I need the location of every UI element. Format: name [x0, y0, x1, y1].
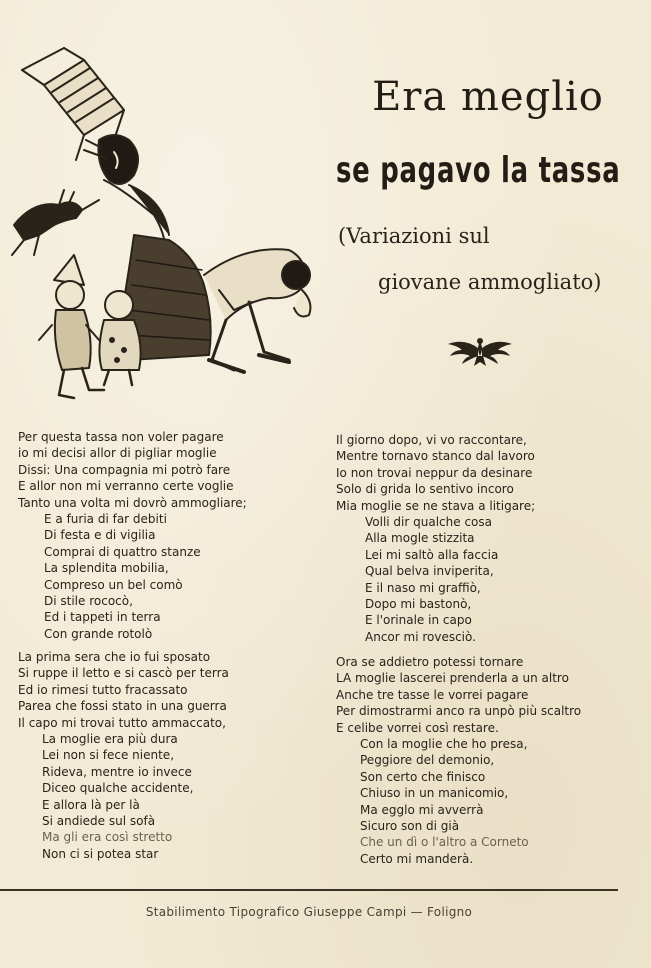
verse-line: Che un dì o l'altro a Corneto	[360, 835, 529, 850]
verse-line: Certo mi manderà.	[360, 851, 474, 866]
verse-line: Mentre tornavo stanco dal lavoro	[336, 449, 535, 464]
verse-line: Ancor mi rovesciò.	[365, 629, 476, 644]
verse-line: Chiuso in un manicomio,	[360, 786, 509, 801]
verse-line: La prima sera che io fui sposato	[18, 650, 211, 664]
eagle-ornament-icon	[444, 334, 516, 370]
verse-line: Qual belva inviperita,	[365, 564, 494, 579]
verse-line: Il giorno dopo, vi vo raccontare,	[336, 433, 527, 447]
printer-credit: Stabilimento Tipografico Giuseppe Campi — Foligno	[145, 905, 473, 919]
verse-line: Si andiede sul sofà	[42, 814, 156, 829]
verse-line: Per dimostrarmi anco ra unpò più scaltro	[336, 704, 582, 719]
verse-line: La splendita mobilia,	[44, 561, 169, 576]
verse-line: Dissi: Una compagnia mi potrò fare	[18, 462, 231, 477]
left-stanza-1-and-2	[18, 429, 247, 642]
verse-line: Ed io rimesi tutto fracassato	[18, 682, 188, 697]
verse-line: Di festa e di vigilia	[44, 528, 156, 543]
verse-line: Tanto una volta mi dovrò ammogliare;	[18, 495, 247, 510]
child-figure-left	[39, 255, 104, 398]
cat-icon	[12, 190, 99, 255]
verse-line: Lei mi saltò alla faccia	[365, 547, 499, 562]
verse-line: La moglie era più dura	[42, 732, 178, 747]
verse-line: Ora se addietro potessi tornare	[336, 655, 524, 669]
verse-line: E allor non mi verranno certe voglie	[18, 479, 234, 494]
verse-line: Non ci si potea star	[42, 846, 159, 861]
verse-line: E celibe vorrei così restare.	[336, 720, 499, 735]
verse-line: Mia moglie se ne stava a litigare;	[336, 498, 536, 513]
verse-line: Peggiore del demonio,	[360, 753, 495, 768]
title-era-meglio: Era meglio	[372, 74, 604, 120]
verse-line: Si ruppe il letto e si cascò per terra	[18, 666, 229, 681]
right-stanza-1-and-2	[336, 432, 535, 645]
verse-line: Di stile rococò,	[44, 594, 133, 609]
verse-line: Compreso un bel comò	[44, 577, 183, 592]
verse-line: E allora là per là	[42, 797, 140, 812]
verse-line: io mi decisi allor di pigliar moglie	[18, 446, 217, 461]
verse-line: Con grande rotolò	[44, 626, 153, 641]
verse-line: LA moglie lascerei prenderla a un altro	[336, 671, 569, 686]
subtitle-line-1: (Variazioni sul	[338, 224, 490, 248]
verse-line: Per questa tassa non voler pagare	[18, 430, 224, 444]
verse-line: Io non trovai neppur da desinare	[336, 465, 533, 480]
verse-line: Con la moglie che ho presa,	[360, 737, 528, 752]
verse-line: Alla mogle stizzita	[365, 531, 475, 546]
verse-line: Son certo che finisco	[360, 769, 486, 784]
verse-line: Lei non si fece niente,	[42, 748, 175, 763]
verse-line: Ma gli era così stretto	[42, 830, 173, 845]
subtitle-line-2: giovane ammogliato)	[378, 270, 602, 294]
verse-line: Sicuro son di già	[360, 819, 460, 834]
verse-line: Ma egglo mi avverrà	[360, 802, 484, 817]
verse-line: Comprai di quattro stanze	[44, 544, 201, 559]
verse-line: E il naso mi graffiò,	[365, 580, 481, 595]
verse-line: Rideva, mentre io invece	[42, 764, 192, 779]
title-se-pagavo-la-tassa: se pagavo la tassa	[336, 150, 621, 191]
family-quarrel-illustration	[4, 40, 334, 400]
verse-line: Volli dir qualche cosa	[365, 515, 492, 530]
verse-line: E l'orinale in capo	[365, 613, 472, 628]
verse-line: Anche tre tasse le vorrei pagare	[336, 687, 529, 702]
verse-line: Solo di grida lo sentivo incoro	[336, 482, 514, 497]
verse-line: Diceo qualche accidente,	[42, 781, 194, 796]
verse-line: Dopo mi bastonò,	[365, 597, 472, 612]
man-figure	[204, 249, 310, 372]
verse-line: E a furia di far debiti	[44, 512, 167, 527]
verse-line: Ed i tappeti in terra	[44, 610, 161, 625]
footer-divider	[0, 889, 618, 891]
right-stanza-3-and-4	[336, 654, 581, 867]
left-stanza-3-and-4	[18, 649, 229, 862]
verse-line: Parea che fossi stato in una guerra	[18, 699, 227, 714]
verse-line: Il capo mi trovai tutto ammaccato,	[18, 715, 226, 730]
